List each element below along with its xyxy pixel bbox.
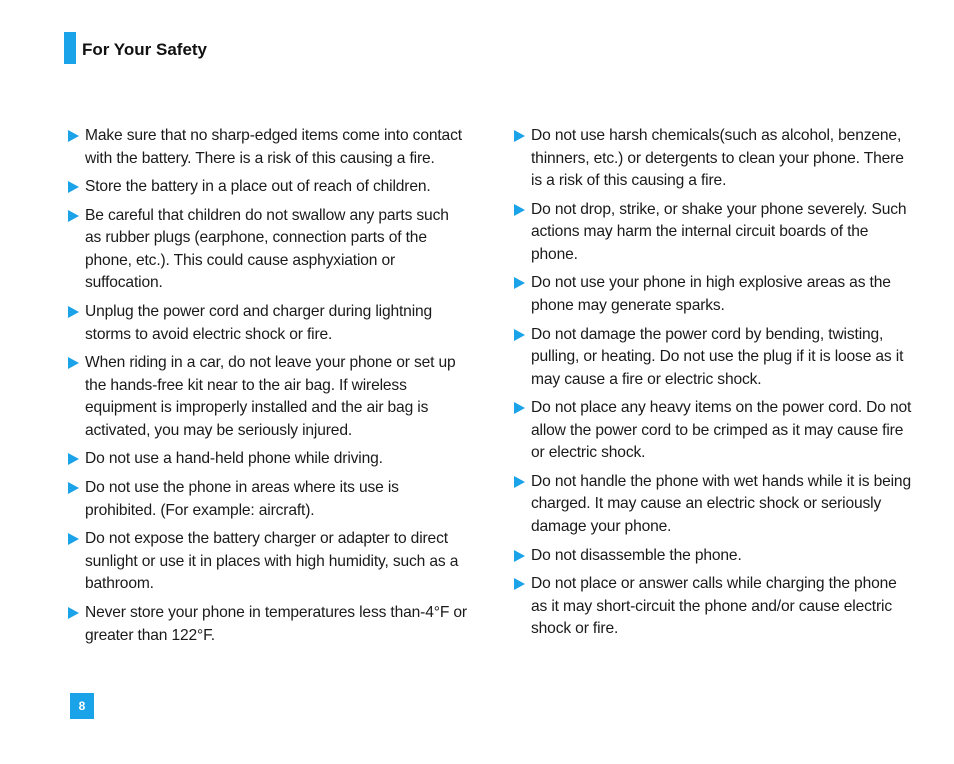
triangle-bullet-icon: [514, 550, 525, 562]
list-item-text: Do not drop, strike, or shake your phone severely. Such actions may harm the internal circuit boards of the phone.: [531, 200, 907, 263]
list-item-text: Do not use a hand-held phone while driving.: [85, 450, 383, 468]
list-item: [67, 448, 467, 471]
triangle-bullet-icon: [68, 607, 79, 619]
section-accent-bar: [64, 32, 76, 64]
triangle-bullet-icon: [514, 130, 525, 142]
list-item-text: Do not use your phone in high explosive areas as the phone may generate sparks.: [531, 274, 891, 314]
triangle-bullet-icon: [68, 210, 79, 222]
right-column-list: [513, 125, 913, 647]
list-item: [67, 205, 467, 295]
triangle-bullet-icon: [514, 277, 525, 289]
triangle-bullet-icon: [514, 578, 525, 590]
list-item: [67, 602, 467, 647]
list-item-text: Unplug the power cord and charger during lightning storms to avoid electric shock or fire.: [85, 303, 433, 343]
triangle-bullet-icon: [68, 357, 79, 369]
list-item-text: Do not place or answer calls while charging the phone as it may short-circuit the phone and/or cause electric shock or fire.: [531, 575, 897, 638]
triangle-bullet-icon: [68, 453, 79, 465]
list-item: [513, 545, 913, 568]
triangle-bullet-icon: [68, 482, 79, 494]
triangle-bullet-icon: [68, 533, 79, 545]
list-item-text: Do not expose the battery charger or adapter to direct sunlight or use it in places with high humidity, such as a bathroom.: [85, 530, 459, 593]
list-item: [513, 324, 913, 392]
triangle-bullet-icon: [68, 181, 79, 193]
list-item: [513, 397, 913, 465]
list-item: [67, 528, 467, 596]
list-item-text: Make sure that no sharp-edged items come into contact with the battery. There is a risk of this causing a fire.: [85, 127, 462, 167]
page-number: 8: [70, 693, 94, 719]
list-item: [67, 125, 467, 170]
list-item: [67, 352, 467, 442]
list-item: [67, 176, 467, 199]
triangle-bullet-icon: [514, 402, 525, 414]
list-item: [67, 301, 467, 346]
left-column-list: [67, 125, 467, 653]
list-item: [513, 573, 913, 641]
list-item-text: Do not handle the phone with wet hands while it is being charged. It may cause an electric shock or seriously damage your phone.: [531, 472, 911, 535]
list-item-text: Do not disassemble the phone.: [531, 546, 742, 564]
list-item-text: Do not use the phone in areas where its use is prohibited. (For example: aircraft).: [85, 479, 399, 519]
triangle-bullet-icon: [514, 204, 525, 216]
list-item-text: Do not place any heavy items on the power cord. Do not allow the power cord to be crimped as it may cause fire or electric shock.: [531, 399, 912, 462]
triangle-bullet-icon: [68, 130, 79, 142]
triangle-bullet-icon: [514, 329, 525, 341]
triangle-bullet-icon: [514, 476, 525, 488]
list-item-text: Do not use harsh chemicals(such as alcohol, benzene, thinners, etc.) or detergents to clean your phone. There is a risk of this causing a fire.: [531, 127, 904, 189]
list-item: [513, 125, 913, 193]
list-item-text: When riding in a car, do not leave your phone or set up the hands-free kit near to the air bag. If wireless equipment is improperly installed and the air bag is activated, you may be seriously injured.: [85, 354, 456, 439]
triangle-bullet-icon: [68, 306, 79, 318]
list-item: [513, 199, 913, 267]
section-header: [64, 32, 207, 64]
list-item: [513, 471, 913, 539]
list-item: [513, 272, 913, 317]
section-title: For Your Safety: [82, 40, 208, 59]
list-item-text: Never store your phone in temperatures less than-4°F or greater than 122°F.: [85, 604, 467, 644]
list-item-text: Be careful that children do not swallow any parts such as rubber plugs (earphone, connection parts of the phone, etc.). This could cause asphyxiation or suffocation.: [85, 206, 449, 292]
list-item-text: Store the battery in a place out of reach of children.: [85, 178, 431, 196]
list-item: [67, 477, 467, 522]
list-item-text: Do not damage the power cord by bending, twisting, pulling, or heating. Do not use the plug if it is loose as it may cause a fire or electric shock.: [531, 325, 904, 388]
